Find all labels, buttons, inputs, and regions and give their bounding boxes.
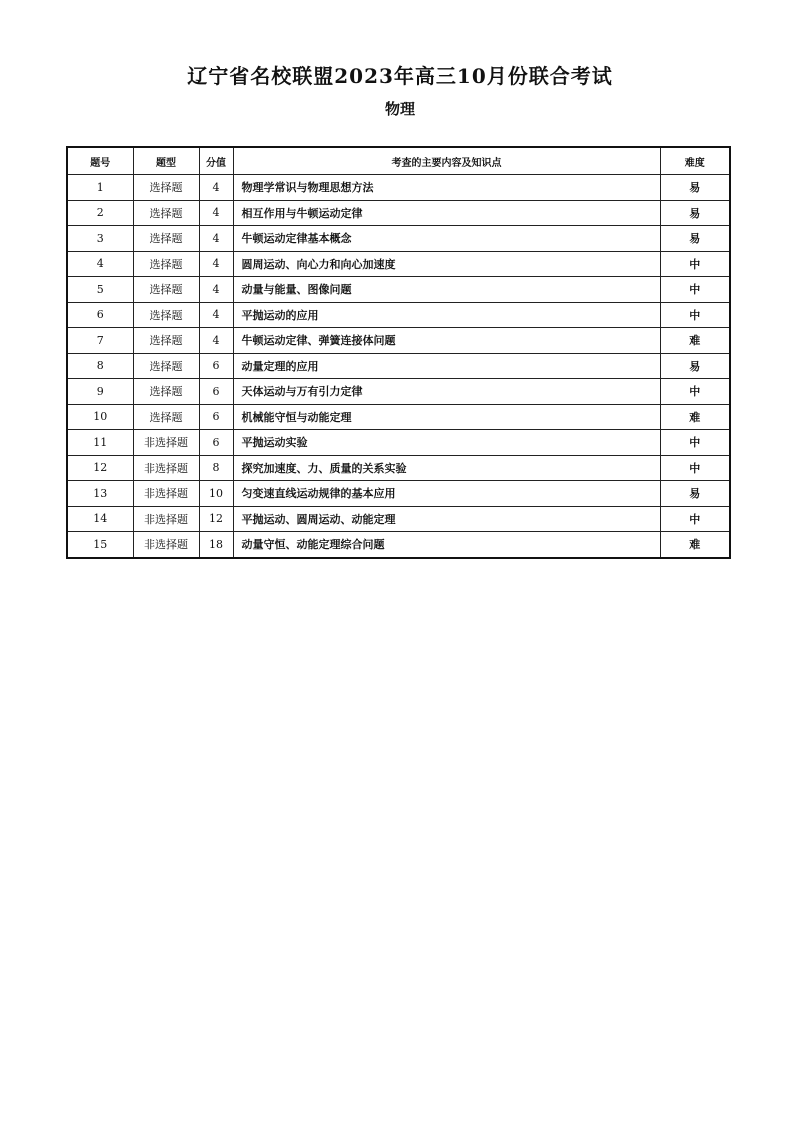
cell-type: 非选择题 — [133, 430, 199, 456]
table-row — [67, 251, 730, 277]
cell-topic: 匀变速直线运动规律的基本应用 — [233, 481, 660, 507]
cell-number: 2 — [67, 200, 133, 226]
cell-number: 12 — [67, 455, 133, 481]
cell-topic: 牛顿运动定律、弹簧连接体问题 — [233, 328, 660, 354]
cell-type: 选择题 — [133, 175, 199, 201]
page-subtitle: 物理 — [384, 100, 415, 118]
cell-number: 13 — [67, 481, 133, 507]
cell-type: 选择题 — [133, 328, 199, 354]
cell-type: 非选择题 — [133, 455, 199, 481]
cell-type: 非选择题 — [133, 481, 199, 507]
cell-difficulty: 难 — [660, 532, 730, 558]
header-type: 题型 — [133, 147, 199, 175]
cell-topic: 探究加速度、力、质量的关系实验 — [233, 455, 660, 481]
analysis-table-container — [66, 146, 729, 559]
header-topic: 考查的主要内容及知识点 — [233, 147, 660, 175]
header-score: 分值 — [199, 147, 233, 175]
cell-type: 选择题 — [133, 251, 199, 277]
cell-difficulty: 中 — [660, 277, 730, 303]
cell-type: 选择题 — [133, 302, 199, 328]
cell-type: 选择题 — [133, 277, 199, 303]
cell-type: 非选择题 — [133, 532, 199, 558]
table-row — [67, 277, 730, 303]
cell-number: 10 — [67, 404, 133, 430]
cell-number: 8 — [67, 353, 133, 379]
cell-topic: 机械能守恒与动能定理 — [233, 404, 660, 430]
analysis-table — [66, 146, 731, 559]
cell-topic: 动量定理的应用 — [233, 353, 660, 379]
cell-topic: 圆周运动、向心力和向心加速度 — [233, 251, 660, 277]
cell-number: 3 — [67, 226, 133, 252]
cell-score: 6 — [199, 379, 233, 405]
cell-type: 选择题 — [133, 379, 199, 405]
cell-score: 18 — [199, 532, 233, 558]
cell-type: 非选择题 — [133, 506, 199, 532]
cell-score: 4 — [199, 200, 233, 226]
table-row — [67, 175, 730, 201]
cell-score: 4 — [199, 328, 233, 354]
cell-number: 6 — [67, 302, 133, 328]
cell-topic: 动量与能量、图像问题 — [233, 277, 660, 303]
cell-number: 7 — [67, 328, 133, 354]
cell-difficulty: 中 — [660, 379, 730, 405]
cell-number: 15 — [67, 532, 133, 558]
cell-topic: 牛顿运动定律基本概念 — [233, 226, 660, 252]
table-row — [67, 379, 730, 405]
cell-difficulty: 难 — [660, 404, 730, 430]
cell-score: 10 — [199, 481, 233, 507]
cell-topic: 平抛运动实验 — [233, 430, 660, 456]
cell-score: 4 — [199, 277, 233, 303]
cell-score: 6 — [199, 430, 233, 456]
table-row — [67, 328, 730, 354]
header-number: 题号 — [67, 147, 133, 175]
cell-difficulty: 难 — [660, 328, 730, 354]
cell-score: 12 — [199, 506, 233, 532]
cell-type: 选择题 — [133, 226, 199, 252]
cell-topic: 平抛运动、圆周运动、动能定理 — [233, 506, 660, 532]
cell-difficulty: 中 — [660, 430, 730, 456]
table-row — [67, 302, 730, 328]
cell-difficulty: 中 — [660, 506, 730, 532]
cell-number: 1 — [67, 175, 133, 201]
cell-score: 6 — [199, 404, 233, 430]
cell-difficulty: 易 — [660, 175, 730, 201]
cell-difficulty: 易 — [660, 226, 730, 252]
table-row — [67, 506, 730, 532]
cell-difficulty: 中 — [660, 455, 730, 481]
cell-score: 4 — [199, 302, 233, 328]
cell-difficulty: 易 — [660, 353, 730, 379]
cell-number: 14 — [67, 506, 133, 532]
table-row — [67, 532, 730, 558]
header-difficulty: 难度 — [660, 147, 730, 175]
table-row — [67, 481, 730, 507]
cell-type: 选择题 — [133, 404, 199, 430]
table-row — [67, 404, 730, 430]
cell-difficulty: 中 — [660, 251, 730, 277]
table-row — [67, 430, 730, 456]
cell-number: 11 — [67, 430, 133, 456]
cell-difficulty: 易 — [660, 200, 730, 226]
table-header-row — [67, 147, 730, 175]
cell-type: 选择题 — [133, 353, 199, 379]
table-row — [67, 353, 730, 379]
cell-score: 4 — [199, 251, 233, 277]
table-row — [67, 200, 730, 226]
page-title: 辽宁省名校联盟2023年高三10月份联合考试 — [187, 64, 613, 88]
cell-score: 4 — [199, 226, 233, 252]
cell-number: 4 — [67, 251, 133, 277]
cell-topic: 动量守恒、动能定理综合问题 — [233, 532, 660, 558]
cell-topic: 物理学常识与物理思想方法 — [233, 175, 660, 201]
cell-score: 6 — [199, 353, 233, 379]
cell-difficulty: 中 — [660, 302, 730, 328]
table-row — [67, 455, 730, 481]
cell-number: 5 — [67, 277, 133, 303]
cell-score: 4 — [199, 175, 233, 201]
cell-difficulty: 易 — [660, 481, 730, 507]
cell-topic: 天体运动与万有引力定律 — [233, 379, 660, 405]
table-row — [67, 226, 730, 252]
cell-number: 9 — [67, 379, 133, 405]
cell-type: 选择题 — [133, 200, 199, 226]
cell-topic: 相互作用与牛顿运动定律 — [233, 200, 660, 226]
cell-topic: 平抛运动的应用 — [233, 302, 660, 328]
cell-score: 8 — [199, 455, 233, 481]
